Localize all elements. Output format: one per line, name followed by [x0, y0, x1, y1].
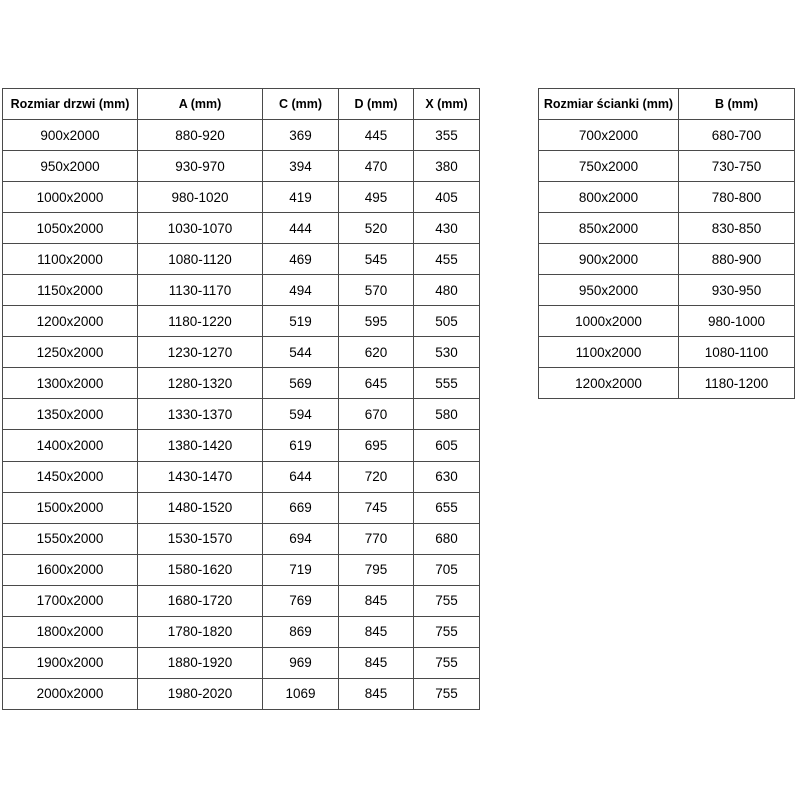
table-row — [539, 368, 795, 399]
table-cell: 845 — [339, 647, 414, 678]
table-row — [3, 182, 480, 213]
table-cell: 1500x2000 — [3, 492, 138, 523]
table-cell: 1980-2020 — [138, 678, 263, 709]
table-cell: 494 — [263, 275, 339, 306]
table-cell: 1180-1200 — [679, 368, 795, 399]
table-cell: 755 — [414, 616, 480, 647]
table-cell: 520 — [339, 213, 414, 244]
table-cell: 1380-1420 — [138, 430, 263, 461]
table-cell: 1200x2000 — [3, 306, 138, 337]
table-cell: 530 — [414, 337, 480, 368]
table-cell: 1080-1120 — [138, 244, 263, 275]
table-cell: 694 — [263, 523, 339, 554]
table-cell: 469 — [263, 244, 339, 275]
table-row — [3, 399, 480, 430]
table-cell: 795 — [339, 554, 414, 585]
table-cell: 850x2000 — [539, 213, 679, 244]
table-cell: 720 — [339, 461, 414, 492]
table-cell: 394 — [263, 151, 339, 182]
table-row — [3, 213, 480, 244]
table-row — [539, 275, 795, 306]
table-cell: 569 — [263, 368, 339, 399]
table-row — [3, 337, 480, 368]
table-cell: 445 — [339, 120, 414, 151]
table-cell: 480 — [414, 275, 480, 306]
table-row — [3, 461, 480, 492]
table-cell: 930-970 — [138, 151, 263, 182]
table-row — [3, 430, 480, 461]
table-cell: 680 — [414, 523, 480, 554]
table-cell: 770 — [339, 523, 414, 554]
table-row — [539, 337, 795, 368]
table-cell: 630 — [414, 461, 480, 492]
table-cell: 455 — [414, 244, 480, 275]
table-cell: 1350x2000 — [3, 399, 138, 430]
table-row — [539, 182, 795, 213]
table-cell: 1180-1220 — [138, 306, 263, 337]
table-header-row — [3, 89, 480, 120]
table-cell: 1200x2000 — [539, 368, 679, 399]
table-cell: 545 — [339, 244, 414, 275]
table-cell: 700x2000 — [539, 120, 679, 151]
door-size-table-header — [3, 89, 480, 120]
table-row — [3, 678, 480, 709]
table-row — [3, 244, 480, 275]
table-row — [3, 275, 480, 306]
table-row — [3, 368, 480, 399]
table-cell: 555 — [414, 368, 480, 399]
column-header: A (mm) — [138, 89, 263, 120]
table-cell: 1680-1720 — [138, 585, 263, 616]
table-cell: 1000x2000 — [539, 306, 679, 337]
table-cell: 1100x2000 — [3, 244, 138, 275]
table-cell: 619 — [263, 430, 339, 461]
table-cell: 369 — [263, 120, 339, 151]
table-cell: 750x2000 — [539, 151, 679, 182]
table-row — [3, 523, 480, 554]
table-cell: 644 — [263, 461, 339, 492]
door-size-table — [2, 88, 480, 710]
table-cell: 1400x2000 — [3, 430, 138, 461]
table-cell: 950x2000 — [3, 151, 138, 182]
table-cell: 1030-1070 — [138, 213, 263, 244]
table-cell: 1150x2000 — [3, 275, 138, 306]
table-cell: 1430-1470 — [138, 461, 263, 492]
table-cell: 900x2000 — [3, 120, 138, 151]
column-header: C (mm) — [263, 89, 339, 120]
table-cell: 830-850 — [679, 213, 795, 244]
table-cell: 880-900 — [679, 244, 795, 275]
table-row — [3, 492, 480, 523]
table-row — [539, 213, 795, 244]
table-cell: 444 — [263, 213, 339, 244]
table-cell: 1130-1170 — [138, 275, 263, 306]
wall-size-table-body — [539, 120, 795, 399]
table-cell: 355 — [414, 120, 480, 151]
table-cell: 950x2000 — [539, 275, 679, 306]
table-cell: 1050x2000 — [3, 213, 138, 244]
table-cell: 780-800 — [679, 182, 795, 213]
table-cell: 1580-1620 — [138, 554, 263, 585]
table-cell: 1230-1270 — [138, 337, 263, 368]
table-cell: 580 — [414, 399, 480, 430]
column-header: Rozmiar ścianki (mm) — [539, 89, 679, 120]
table-cell: 430 — [414, 213, 480, 244]
table-cell: 869 — [263, 616, 339, 647]
table-cell: 419 — [263, 182, 339, 213]
table-cell: 470 — [339, 151, 414, 182]
table-cell: 1280-1320 — [138, 368, 263, 399]
table-cell: 755 — [414, 585, 480, 616]
table-cell: 730-750 — [679, 151, 795, 182]
table-cell: 1480-1520 — [138, 492, 263, 523]
table-cell: 980-1020 — [138, 182, 263, 213]
column-header: Rozmiar drzwi (mm) — [3, 89, 138, 120]
table-cell: 880-920 — [138, 120, 263, 151]
table-cell: 769 — [263, 585, 339, 616]
table-cell: 1780-1820 — [138, 616, 263, 647]
table-cell: 670 — [339, 399, 414, 430]
wall-size-table-header — [539, 89, 795, 120]
column-header: D (mm) — [339, 89, 414, 120]
table-cell: 969 — [263, 647, 339, 678]
table-cell: 1800x2000 — [3, 616, 138, 647]
table-cell: 845 — [339, 585, 414, 616]
table-cell: 1530-1570 — [138, 523, 263, 554]
table-cell: 1250x2000 — [3, 337, 138, 368]
table-cell: 745 — [339, 492, 414, 523]
table-cell: 1700x2000 — [3, 585, 138, 616]
table-cell: 1600x2000 — [3, 554, 138, 585]
table-row — [3, 647, 480, 678]
table-cell: 719 — [263, 554, 339, 585]
table-cell: 1069 — [263, 678, 339, 709]
table-cell: 570 — [339, 275, 414, 306]
wall-size-table — [538, 88, 795, 399]
table-row — [539, 306, 795, 337]
table-cell: 1550x2000 — [3, 523, 138, 554]
table-cell: 645 — [339, 368, 414, 399]
table-cell: 705 — [414, 554, 480, 585]
table-cell: 930-950 — [679, 275, 795, 306]
column-header: B (mm) — [679, 89, 795, 120]
table-cell: 845 — [339, 616, 414, 647]
table-cell: 1080-1100 — [679, 337, 795, 368]
table-cell: 655 — [414, 492, 480, 523]
table-row — [539, 244, 795, 275]
table-cell: 1000x2000 — [3, 182, 138, 213]
table-cell: 519 — [263, 306, 339, 337]
table-cell: 544 — [263, 337, 339, 368]
table-cell: 405 — [414, 182, 480, 213]
table-cell: 845 — [339, 678, 414, 709]
table-cell: 1300x2000 — [3, 368, 138, 399]
table-cell: 1330-1370 — [138, 399, 263, 430]
table-cell: 695 — [339, 430, 414, 461]
table-row — [3, 616, 480, 647]
table-header-row — [539, 89, 795, 120]
table-row — [3, 151, 480, 182]
table-cell: 380 — [414, 151, 480, 182]
table-cell: 594 — [263, 399, 339, 430]
table-row — [3, 120, 480, 151]
table-row — [3, 554, 480, 585]
table-cell: 1450x2000 — [3, 461, 138, 492]
table-cell: 669 — [263, 492, 339, 523]
table-row — [539, 120, 795, 151]
table-cell: 1100x2000 — [539, 337, 679, 368]
table-cell: 800x2000 — [539, 182, 679, 213]
table-cell: 495 — [339, 182, 414, 213]
table-cell: 595 — [339, 306, 414, 337]
column-header: X (mm) — [414, 89, 480, 120]
table-row — [3, 306, 480, 337]
table-cell: 980-1000 — [679, 306, 795, 337]
table-cell: 755 — [414, 678, 480, 709]
table-cell: 755 — [414, 647, 480, 678]
table-cell: 680-700 — [679, 120, 795, 151]
table-cell: 505 — [414, 306, 480, 337]
table-cell: 2000x2000 — [3, 678, 138, 709]
table-cell: 1880-1920 — [138, 647, 263, 678]
table-cell: 1900x2000 — [3, 647, 138, 678]
table-row — [539, 151, 795, 182]
table-row — [3, 585, 480, 616]
door-size-table-body — [3, 120, 480, 710]
table-cell: 620 — [339, 337, 414, 368]
table-cell: 900x2000 — [539, 244, 679, 275]
table-cell: 605 — [414, 430, 480, 461]
